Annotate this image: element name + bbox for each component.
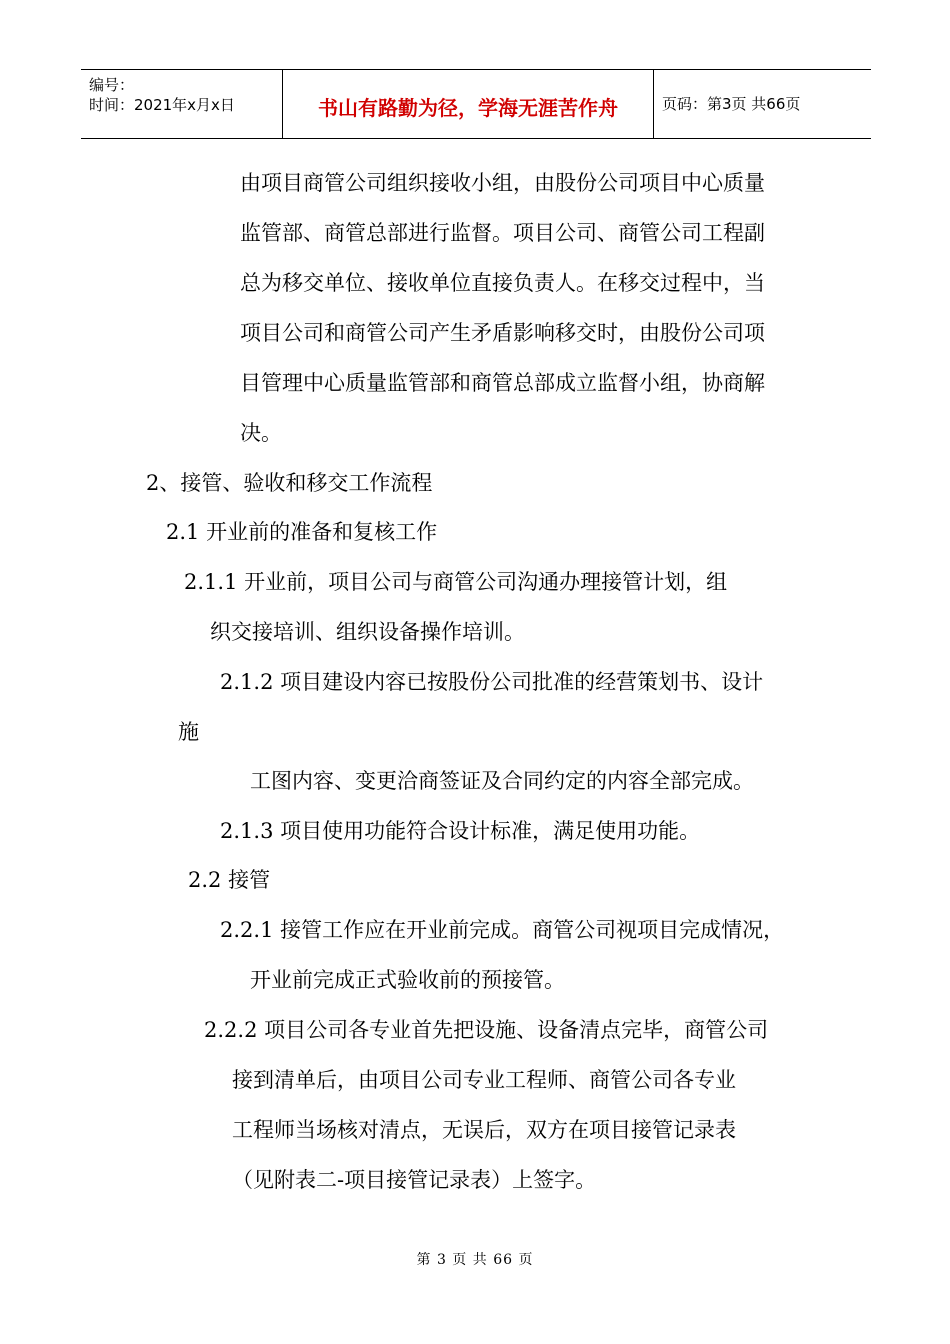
document-number-label: 编号： xyxy=(89,76,135,94)
body-line: 项目公司和商管公司产生矛盾影响移交时，由股份公司项 xyxy=(240,321,765,345)
body-line: 2.2.2 项目公司各专业首先把设施、设备清点完毕，商管公司 xyxy=(204,1018,769,1042)
body-line: 总为移交单位、接收单位直接负责人。在移交过程中，当 xyxy=(240,271,765,295)
subsection-heading: 2.2 接管 xyxy=(188,868,271,892)
body-line: 织交接培训、组织设备操作培训。 xyxy=(210,620,525,644)
body-line: 2.1.3 项目使用功能符合设计标准，满足使用功能。 xyxy=(220,819,701,843)
header-motto-cell xyxy=(283,70,654,138)
subsection-heading: 2.1 开业前的准备和复核工作 xyxy=(166,520,438,544)
section-heading: 2、接管、验收和移交工作流程 xyxy=(146,471,433,495)
body-line: 目管理中心质量监管部和商管总部成立监督小组，协商解 xyxy=(240,371,765,395)
body-line: 工程师当场核对清点，无误后，双方在项目接管记录表 xyxy=(232,1118,736,1142)
page-footer: 第 3 页 共 66 页 xyxy=(416,1252,534,1268)
header-page-cell xyxy=(654,70,871,138)
body-line: 工图内容、变更洽商签证及合同约定的内容全部完成。 xyxy=(250,769,754,793)
body-line: （见附表二-项目接管记录表）上签字。 xyxy=(232,1168,597,1192)
header-page-info: 页码：第3页 共66页 xyxy=(662,95,801,113)
document-date: 时间：2021年x月x日 xyxy=(89,96,235,114)
body-line: 2.1.1 开业前，项目公司与商管公司沟通办理接管计划，组 xyxy=(184,570,728,594)
header-meta-cell xyxy=(81,70,283,138)
header-motto: 书山有路勤为径，学海无涯苦作舟 xyxy=(318,96,618,120)
body-line: 由项目商管公司组织接收小组，由股份公司项目中心质量 xyxy=(240,171,765,195)
body-line: 开业前完成正式验收前的预接管。 xyxy=(250,968,565,992)
body-line: 监管部、商管总部进行监督。项目公司、商管公司工程副 xyxy=(240,221,765,245)
body-line: 2.2.1 接管工作应在开业前完成。商管公司视项目完成情况， xyxy=(220,918,785,942)
body-line: 2.1.2 项目建设内容已按股份公司批准的经营策划书、设计 xyxy=(220,670,764,694)
body-line: 决。 xyxy=(240,421,282,445)
document-header xyxy=(81,69,871,139)
body-line: 接到清单后，由项目公司专业工程师、商管公司各专业 xyxy=(232,1068,736,1092)
body-line: 施 xyxy=(178,720,199,744)
